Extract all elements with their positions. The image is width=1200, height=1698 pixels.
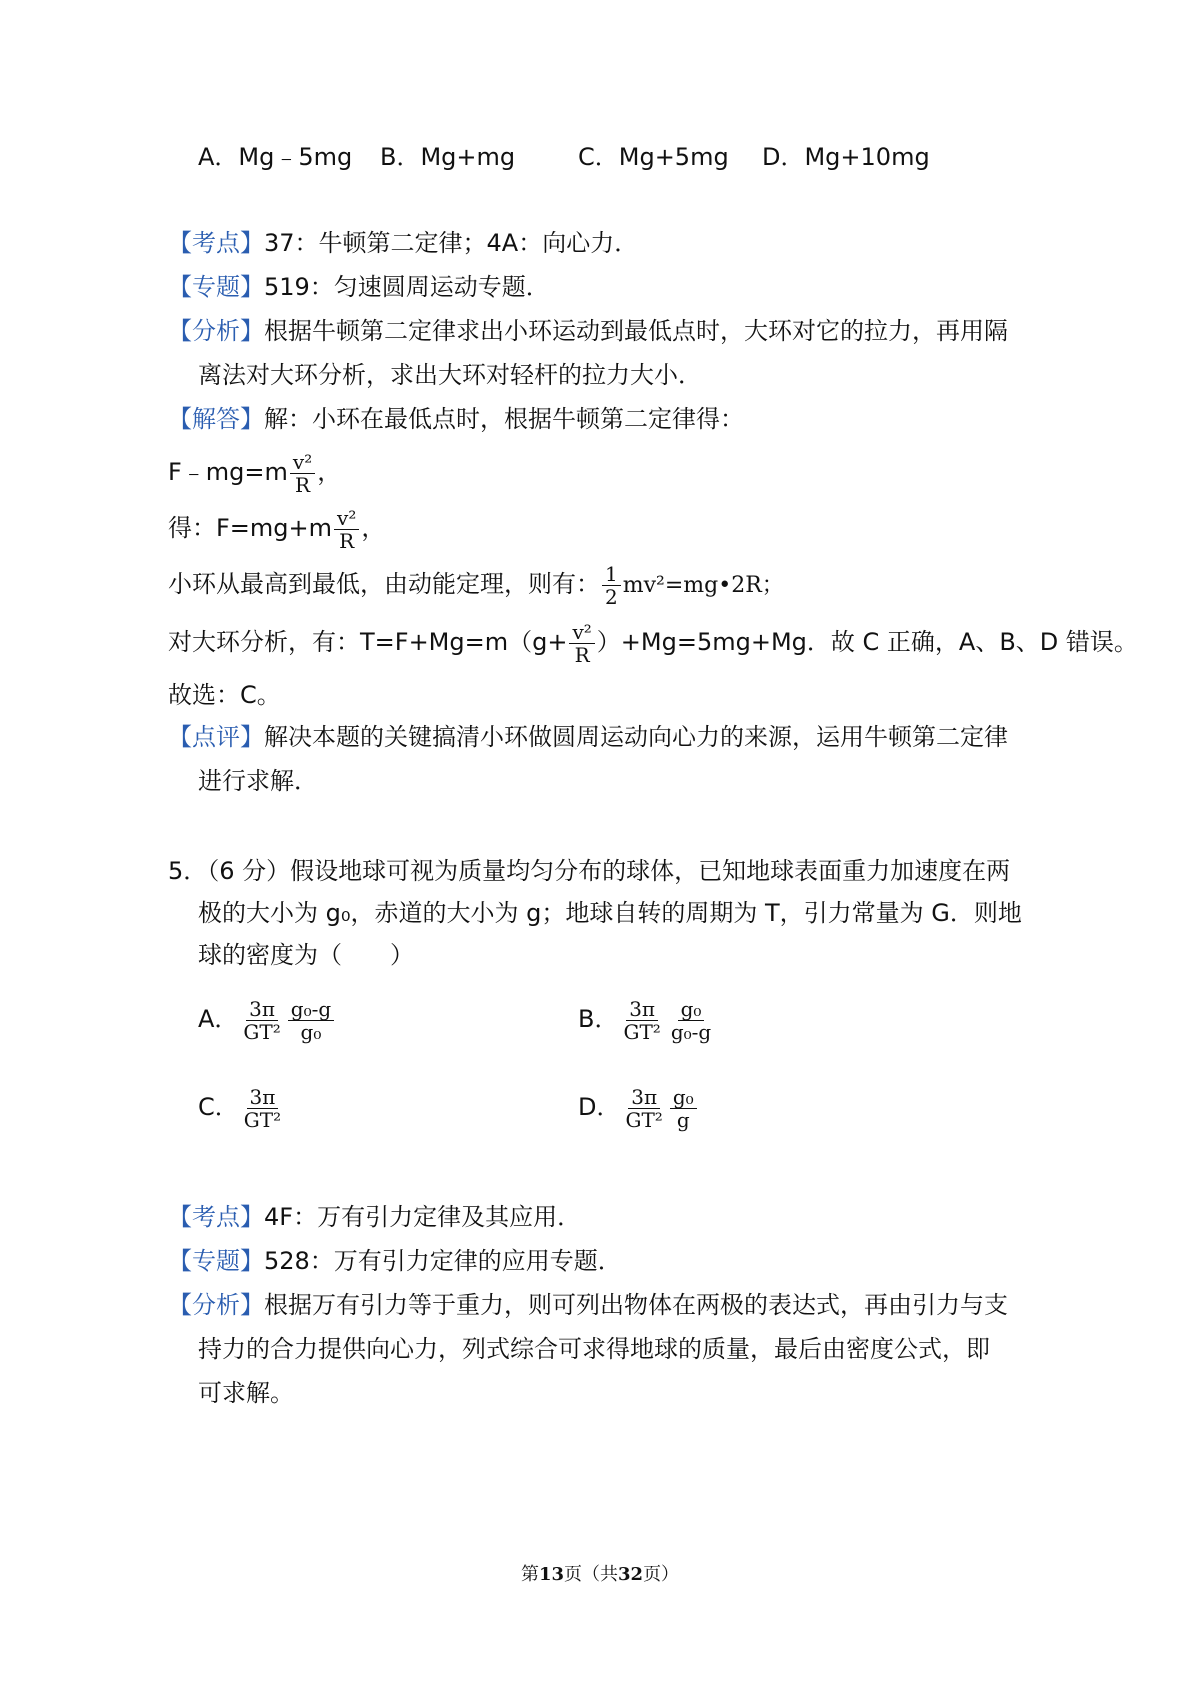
eq2-den: R [339, 528, 355, 553]
option-b-frac2-den: g₀-g [670, 1019, 712, 1044]
q5-option-a [198, 994, 336, 1044]
q5-kaodian [168, 1202, 581, 1232]
q4-dianping [168, 722, 1008, 752]
option-a-frac2-den: g₀ [300, 1019, 322, 1044]
option-d-label: D． [578, 1093, 621, 1121]
option-a-frac2 [288, 998, 334, 1043]
total-pages: 32 [618, 1564, 644, 1585]
jieda-tag: 【解答】 [168, 405, 264, 433]
q5-zhuanti-text: 528：万有引力定律的应用专题． [264, 1247, 622, 1275]
energy-den: 2 [605, 584, 618, 609]
q5-stem-line1: 5．（6 分）假设地球可视为质量均匀分布的球体，已知地球表面重力加速度在两 [168, 857, 1011, 885]
page-number: 13 [538, 1564, 564, 1585]
option-b-label: B． [578, 1005, 619, 1033]
q5-zhuanti-tag: 【专题】 [168, 1247, 264, 1275]
q5-stem-line3: 球的密度为（ ） [198, 941, 414, 969]
option-d-frac2-num: g₀ [670, 1086, 697, 1109]
q4-dianping-line2: 进行求解． [198, 767, 318, 795]
energy-text: 小环从最高到最低，由动能定理，则有： [168, 570, 600, 598]
q5-zhuanti [168, 1246, 622, 1276]
q4-kaodian [168, 228, 638, 258]
q4-option-c: C．Mg+5mg [578, 143, 729, 171]
fenxi-line1: 根据牛顿第二定律求出小环运动到最低点时，大环对它的拉力，再用隔 [264, 317, 1008, 345]
eq1-den: R [295, 472, 311, 497]
q4-option-d: D．Mg+10mg [762, 143, 930, 171]
eq2-left: 得：F=mg+m [168, 514, 333, 542]
option-a-frac1-num: 3π [246, 998, 278, 1021]
q5-fenxi-tag: 【分析】 [168, 1291, 264, 1319]
eq2-tail: ， [361, 514, 386, 542]
option-a-label: A． [198, 1005, 239, 1033]
option-b-frac1-num: 3π [626, 998, 658, 1021]
eq2-fraction [334, 507, 359, 552]
dianping-tag: 【点评】 [168, 723, 264, 751]
q4-fenxi-line2: 离法对大环分析，求出大环对轻杆的拉力大小． [198, 361, 702, 389]
option-b-frac2 [668, 998, 714, 1043]
equation-1 [168, 448, 341, 496]
q5-kaodian-tag: 【考点】 [168, 1203, 264, 1231]
option-c-frac1-num: 3π [247, 1086, 279, 1109]
option-a-frac1-den: GT² [243, 1019, 281, 1044]
zhuanti-tag: 【专题】 [168, 273, 264, 301]
big-ring-den: R [574, 642, 590, 667]
fenxi-tag: 【分析】 [168, 317, 264, 345]
big-ring-tail: ）+Mg=5mg+Mg．故 C 正确，A、B、D 错误。 [596, 628, 1138, 656]
q4-option-b: B．Mg+mg [380, 143, 516, 171]
option-a-frac1 [240, 998, 283, 1043]
energy-num: 1 [602, 563, 621, 586]
big-ring-analysis [168, 618, 1138, 666]
option-a-frac2-num: g₀-g [288, 998, 334, 1021]
kaodian-tag: 【考点】 [168, 229, 264, 257]
q4-option-a: A．Mg﹣5mg [198, 143, 353, 171]
footer-mid: 页（共 [564, 1564, 618, 1585]
zhuanti-text: 519：匀速圆周运动专题． [264, 273, 550, 301]
eq1-left: F﹣mg=m [168, 458, 288, 486]
option-d-frac2 [670, 1086, 697, 1131]
option-b-frac1-den: GT² [623, 1019, 661, 1044]
q5-kaodian-text: 4F：万有引力定律及其应用． [264, 1203, 582, 1231]
option-c-frac1-den: GT² [243, 1107, 282, 1132]
kaodian-text: 37：牛顿第二定律；4A：向心力． [264, 229, 639, 257]
option-d-frac1-den: GT² [625, 1107, 663, 1132]
q5-fenxi-line1: 根据万有引力等于重力，则可列出物体在两极的表达式，再由引力与支 [264, 1291, 1008, 1319]
option-c-frac1 [241, 1086, 284, 1131]
energy-tail: mv²=mg•2R； [622, 573, 784, 598]
q5-fenxi-line2: 持力的合力提供向心力，列式综合可求得地球的质量，最后由密度公式，即 [198, 1335, 990, 1363]
option-b-frac2-num: g₀ [678, 998, 705, 1021]
option-b-frac1 [620, 998, 663, 1043]
q5-option-c [198, 1082, 286, 1132]
footer-post: 页） [643, 1564, 680, 1585]
jieda-text: 解：小环在最低点时，根据牛顿第二定律得： [264, 405, 744, 433]
q4-zhuanti [168, 272, 550, 302]
q5-option-b [578, 994, 716, 1044]
eq1-num: v² [290, 451, 315, 474]
big-ring-left: 对大环分析，有：T=F+Mg=m（g+ [168, 628, 568, 656]
footer-pre: 第 [520, 1564, 539, 1585]
q4-choose: 故选：C。 [168, 681, 281, 709]
energy-equation [168, 560, 784, 610]
equation-2 [168, 504, 385, 552]
eq1-fraction [290, 451, 315, 496]
option-d-frac2-den: g [676, 1107, 690, 1132]
energy-fraction [602, 563, 621, 608]
option-d-frac1-num: 3π [628, 1086, 660, 1109]
option-d-frac1 [622, 1086, 665, 1131]
big-ring-num: v² [569, 621, 594, 644]
q5-fenxi [168, 1290, 1008, 1320]
q4-fenxi [168, 316, 1008, 346]
eq2-num: v² [334, 507, 359, 530]
big-ring-fraction [569, 621, 594, 666]
eq1-tail: ， [317, 458, 342, 486]
option-c-label: C． [198, 1093, 239, 1121]
q4-jieda [168, 404, 744, 434]
q5-fenxi-line3: 可求解。 [198, 1379, 294, 1407]
q5-stem-line2: 极的大小为 g₀，赤道的大小为 g；地球自转的周期为 T，引力常量为 G．则地 [198, 899, 1022, 927]
page-footer [0, 1560, 1200, 1586]
q5-option-d [578, 1082, 699, 1132]
dianping-line1: 解决本题的关键搞清小环做圆周运动向心力的来源，运用牛顿第二定律 [264, 723, 1008, 751]
